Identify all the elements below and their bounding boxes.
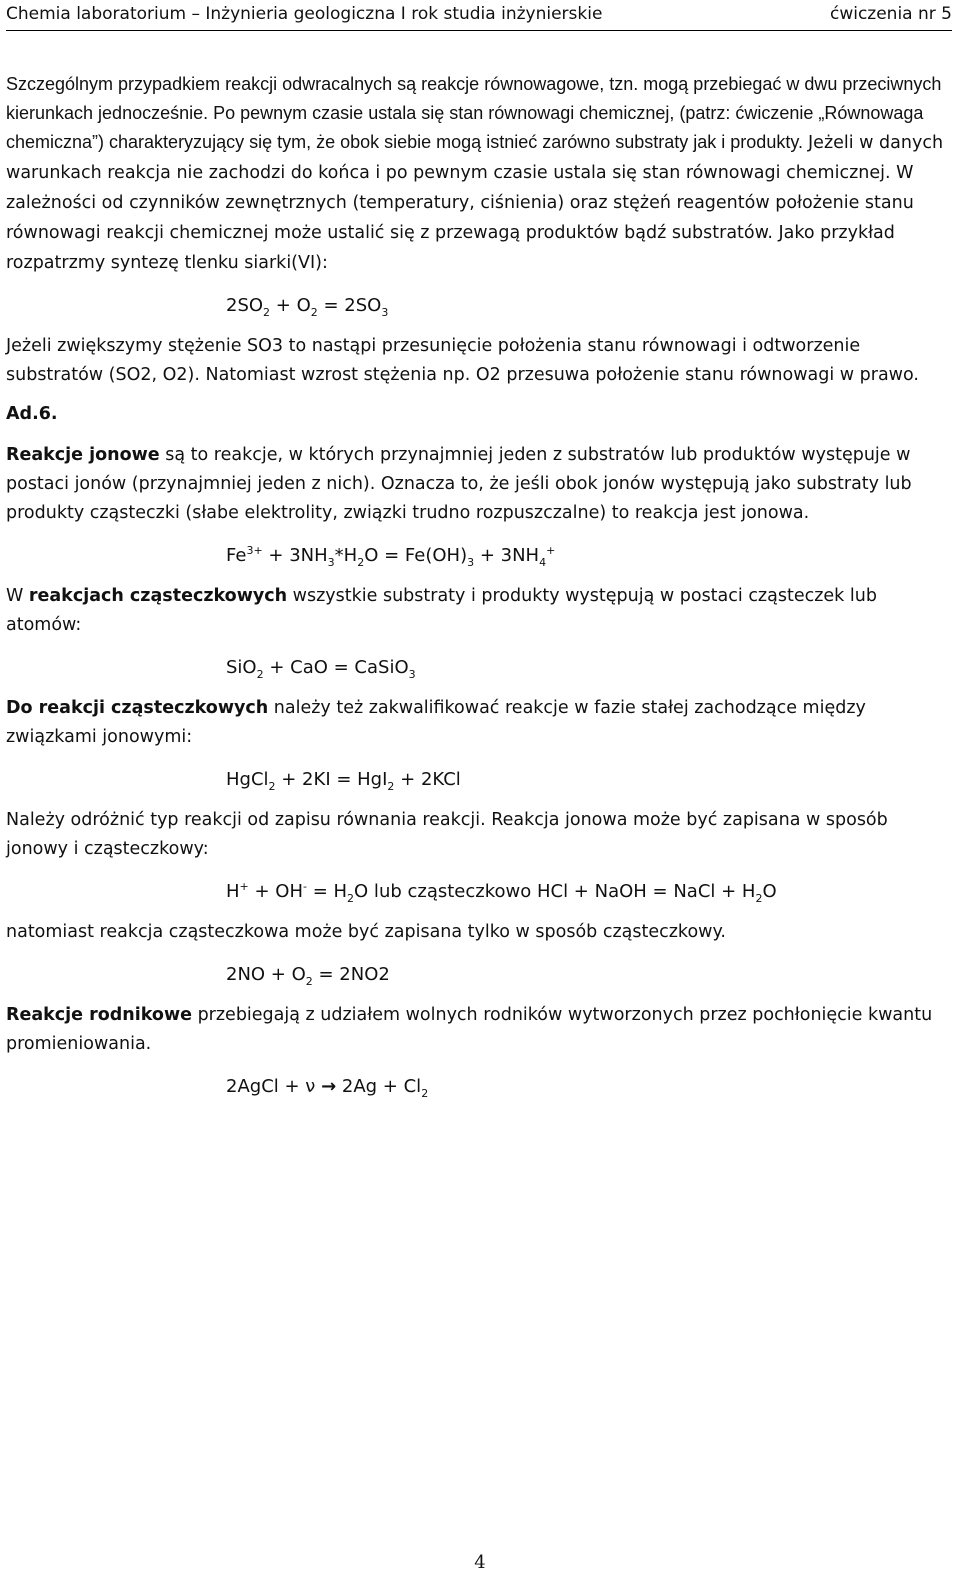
- radical-definition-text: przebiegają z udziałem wolnych rodników wytworzonych przez pochłonięcie kwantu promieniowania.: [6, 1005, 933, 1054]
- eq-subscript: 2: [755, 892, 763, 905]
- eq-part: SiO: [226, 657, 257, 678]
- right-arrow-icon: →: [321, 1076, 337, 1097]
- molecular-reactions-paragraph: [6, 582, 946, 640]
- eq-subscript: 2: [256, 668, 264, 681]
- page-header: [6, 0, 952, 31]
- eq-part: 2Ag + Cl: [336, 1076, 422, 1097]
- eq-superscript: -: [303, 880, 307, 893]
- eq-part: 2SO: [226, 295, 264, 316]
- eq-part: + CaO = CaSiO: [263, 657, 409, 678]
- eq-part: + 3NH: [262, 545, 328, 566]
- equation-iron-hydroxide: [226, 542, 946, 570]
- eq-part: = 2NO2: [312, 964, 390, 985]
- eq-subscript: 2: [305, 975, 313, 988]
- eq-part: *H: [334, 545, 358, 566]
- eq-subscript: 2: [310, 306, 318, 319]
- eq-subscript: 2: [268, 780, 276, 793]
- eq-subscript: 2: [421, 1087, 429, 1100]
- eq-part: + O: [270, 295, 311, 316]
- page-content: [6, 70, 946, 1113]
- eq-part: = 2SO: [317, 295, 382, 316]
- equation-calcium-silicate: [226, 654, 946, 682]
- ionic-reactions-paragraph: [6, 441, 946, 528]
- eq-part: 2NO + O: [226, 964, 306, 985]
- eq-subscript: 2: [387, 780, 395, 793]
- eq-part: + 2KCl: [394, 769, 461, 790]
- eq-part: 2AgCl + ν: [226, 1076, 316, 1097]
- ionic-definition-text: są to reakcje, w których przynajmniej jeden z substratów lub produktów występuje w postaci jonów (przynajmniej jeden z nich). Oznacza to, że jeśli obok jonów występują jako substraty lub produkty cząsteczki (słabe elektrolity, związki trudno rozpuszczalne) to reakcja jest jonowa.: [6, 445, 912, 523]
- term-ionic-reactions: Reakcje jonowe: [6, 445, 160, 465]
- eq-part: O: [762, 881, 777, 902]
- intro-continuation-text: Jeżeli w danych warunkach reakcja nie zachodzi do końca i po pewnym czasie ustala się stan równowagi chemicznej. W zależności od czynników zewnętrznych (temperatury, ciśnienia) oraz stężeń reagentów położenie stanu równowagi reakcji chemicznej może ustalić się z przewagą produktów bądź substratów. Jako przykład rozpatrzmy syntezę tlenku siarki(VI):: [6, 133, 944, 273]
- eq-part: + 2KI = HgI: [275, 769, 388, 790]
- term-molecular-reactions-2: Do reakcji cząsteczkowych: [6, 698, 269, 718]
- eq-part: + 3NH: [474, 545, 540, 566]
- eq-superscript: 3+: [246, 544, 263, 557]
- eq-superscript: +: [239, 880, 249, 893]
- eq-part: O lub cząsteczkowo HCl + NaOH = NaCl + H: [354, 881, 756, 902]
- eq-part: + OH: [248, 881, 303, 902]
- eq-subscript: 2: [357, 556, 365, 569]
- intro-text: Szczególnym przypadkiem reakcji odwracalnych są reakcje równowagowe, tzn. mogą przebiegać w dwu przeciwnych kierunkach jednocześnie. Po pewnym czasie ustala się stan równowagi chemicznej, (patrz: ćwiczenie „Równowaga chemiczna”) charakteryzujący się tym, że obok siebie mogą istnieć zarówno substraty jak i produkty.: [6, 74, 942, 152]
- intro-paragraph: [6, 70, 946, 278]
- equation-nitrogen-dioxide: [226, 961, 946, 989]
- distinguish-paragraph: Należy odróżnić typ reakcji od zapisu równania reakcji. Reakcja jonowa może być zapisana w sposób jonowy i cząsteczkowy:: [6, 810, 888, 859]
- molecular-prefix: W: [6, 586, 29, 606]
- header-exercise-number: ćwiczenia nr 5: [829, 4, 952, 24]
- equation-mercury-iodide: [226, 766, 946, 794]
- term-radical-reactions: Reakcje rodnikowe: [6, 1005, 192, 1025]
- equation-neutralization: [226, 878, 946, 906]
- equation-silver-chloride-photolysis: [226, 1073, 946, 1101]
- eq-superscript: +: [546, 544, 556, 557]
- eq-subscript: 2: [347, 892, 355, 905]
- eq-part: Fe: [226, 545, 247, 566]
- eq-subscript: 2: [263, 306, 271, 319]
- equation-so3-synthesis: [226, 292, 946, 320]
- molecular-only-paragraph: natomiast reakcja cząsteczkowa może być zapisana tylko w sposób cząsteczkowy.: [6, 922, 726, 942]
- eq-subscript: 4: [539, 556, 547, 569]
- eq-part: H: [226, 881, 240, 902]
- eq-part: O = Fe(OH): [364, 545, 468, 566]
- header-course-title: Chemia laboratorium – Inżynieria geologiczna I rok studia inżynierskie: [6, 4, 603, 24]
- term-molecular-reactions: reakcjach cząsteczkowych: [28, 586, 288, 606]
- eq-subscript: 3: [381, 306, 389, 319]
- eq-subscript: 3: [408, 668, 416, 681]
- solid-phase-paragraph: [6, 694, 946, 752]
- eq-part: HgCl: [226, 769, 269, 790]
- radical-reactions-paragraph: [6, 1001, 946, 1059]
- le-chatelier-paragraph: Jeżeli zwiększymy stężenie SO3 to nastąpi przesunięcie położenia stanu równowagi i odtworzenie substratów (SO2, O2). Natomiast wzrost stężenia np. O2 przesuwa położenie stanu równowagi w prawo.: [6, 336, 919, 385]
- eq-subscript: 3: [467, 556, 475, 569]
- section-number: Ad.6.: [6, 404, 58, 424]
- molecular-definition-text: wszystkie substraty i produkty występują w postaci cząsteczek lub atomów:: [6, 586, 877, 635]
- eq-subscript: 3: [327, 556, 335, 569]
- eq-part: = H: [306, 881, 348, 902]
- page-number: 4: [474, 1552, 486, 1573]
- solid-phase-text: należy też zakwalifikować reakcje w fazie stałej zachodzące między związkami jonowymi:: [6, 698, 866, 747]
